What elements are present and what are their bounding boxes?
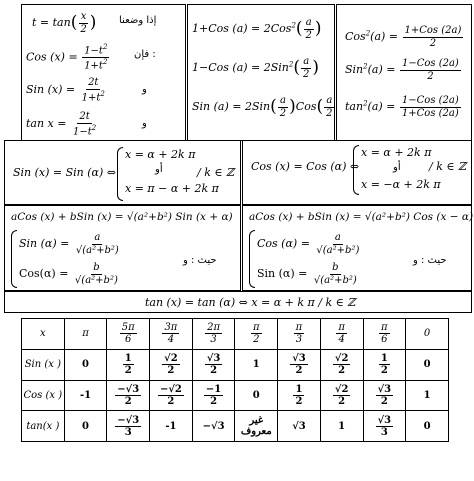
panel-a-cos-b-sin-2 [242, 205, 472, 291]
row-label [22, 349, 65, 380]
sin-t-label: Sin (x) = [26, 83, 76, 97]
arabic-if-we-set: إذا وضعنا [119, 15, 157, 26]
fraction [379, 322, 390, 345]
tan-label: tan [345, 100, 364, 113]
row-label [22, 380, 65, 411]
denominator: 3 [380, 426, 388, 438]
cos-t-label: Cos (x) = [26, 50, 78, 64]
denominator: 2 [167, 395, 175, 407]
brace [11, 230, 17, 288]
numerator: √2 [334, 383, 349, 395]
fraction [204, 384, 223, 407]
denominator: 2 [380, 365, 388, 377]
arabic-or: أو [393, 162, 401, 173]
cell-text: -1 [79, 389, 92, 401]
arabic-or: أو [155, 164, 163, 175]
sin-eq-left: Sin (x) = Sin (α) ⇔ [13, 166, 116, 179]
table-body [22, 319, 449, 442]
table-cell [278, 319, 321, 350]
tan-t-formula [26, 111, 99, 137]
sin-alpha-label: Sin (α) = [19, 237, 70, 250]
table-cell [192, 411, 235, 442]
two-den: 2 [303, 68, 310, 80]
numerator: −√3 [117, 383, 140, 395]
denominator: 2 [338, 395, 346, 407]
numerator: 1 [295, 383, 303, 395]
table-cell [22, 319, 65, 350]
fraction [376, 384, 394, 407]
sin-t-den: 1+t [81, 91, 101, 103]
table-cell [150, 411, 193, 442]
arabic-and-1: و [142, 84, 147, 95]
cos-alpha-def [257, 232, 362, 256]
cell-text: 0 [423, 420, 431, 432]
sin-squared [345, 58, 462, 82]
sin-squared-den: 2 [427, 70, 434, 82]
table-cell [406, 349, 449, 380]
numerator: √3 [377, 414, 392, 426]
denominator: 2 [338, 365, 346, 377]
table-cell [192, 349, 235, 380]
table-cell [192, 380, 235, 411]
fraction [115, 384, 141, 407]
table-cell [64, 319, 107, 350]
denominator: 2 [295, 395, 303, 407]
table-cell [235, 319, 278, 350]
table-cell [363, 319, 406, 350]
tan-t-den: 1−t [72, 125, 92, 137]
numerator: √2 [164, 353, 178, 365]
two-den: 2 [326, 107, 333, 119]
table-cell [278, 349, 321, 380]
cos-t-den: 1+t [84, 60, 103, 72]
denominator: 3 [124, 426, 132, 438]
tan-t-num: 2t [79, 111, 90, 122]
fraction [123, 353, 134, 376]
sq-exp: 2 [363, 62, 368, 71]
cos-alpha-label: Cos(α) = [19, 267, 69, 280]
cos-alpha-label: Cos (α) = [257, 237, 310, 250]
numerator: −√2 [159, 383, 182, 395]
t-definition: t = tan( $\frac{x}{2}$ ) [32, 11, 97, 35]
tan-squared-num: 1−Cos (2a) [401, 95, 459, 106]
numerator: π [295, 322, 303, 334]
sq-exp: 2 [91, 123, 97, 132]
sq-exp: 2 [291, 21, 296, 30]
table-cell [64, 349, 107, 380]
one-minus-cos: 1−Cos (a) = 2Sin$^2$( $\frac{a}{2}$ ) [192, 56, 320, 80]
fraction [333, 384, 351, 407]
sq-exp: 2 [102, 57, 108, 66]
sin-squared-num: 1−Cos (2a) [401, 58, 459, 69]
table-cell [107, 349, 150, 380]
numerator: −1 [205, 383, 222, 395]
a-num: a [326, 95, 333, 106]
a-num: a [305, 17, 312, 28]
panel-tan-equation [4, 291, 472, 313]
cos-squared-den: 2 [429, 37, 437, 49]
brace [353, 145, 359, 195]
fraction [333, 353, 351, 376]
cos-eq-k: / k ∈ ℤ [429, 160, 467, 173]
cell-text: tan(x ) [26, 420, 60, 432]
table-cell [320, 411, 363, 442]
a-eq: (a) = [370, 30, 399, 43]
cell-text: 0 [82, 420, 90, 432]
numerator: 1 [124, 353, 132, 365]
sq-exp: 2 [100, 89, 105, 98]
cos-eq-solution-2: x = −α + 2k π [361, 178, 441, 191]
cos-eq-left: Cos (x) = Cos (α) ⇔ [251, 160, 360, 173]
sq-exp: 2 [102, 43, 108, 51]
denominator: 3 [210, 334, 217, 346]
sin-double-label: Sin (a) = 2Sin [192, 100, 271, 113]
brace [117, 147, 123, 201]
fraction [205, 353, 223, 376]
t-den: 2 [80, 23, 87, 35]
sin-double: Sin (a) = 2Sin( $\frac{a}{2}$ )Cos( $\frac{a}{2}$ [192, 95, 333, 119]
one-plus-cos-label: 1+Cos (a) = 2Cos [192, 22, 292, 35]
table-cell [235, 411, 278, 442]
fraction [290, 353, 308, 376]
panel-power-reduction [336, 4, 472, 141]
table-cell [363, 349, 406, 380]
denominator: 3 [295, 334, 303, 346]
sin-eq-k: / k ∈ ℤ [197, 166, 235, 179]
table-cell [150, 349, 193, 380]
denominator: 2 [124, 365, 132, 377]
arabic-and-2: و [142, 118, 147, 129]
denominator: 2 [124, 395, 132, 407]
cos-t-formula [26, 43, 110, 72]
table-cell [64, 380, 107, 411]
cell-text: −√3 [202, 420, 225, 432]
tan-squared-den: 1+Cos (2a) [401, 107, 459, 119]
sq-exp: 2 [288, 60, 294, 69]
table-cell [320, 380, 363, 411]
denominator: 2 [295, 365, 303, 377]
numerator: π [252, 322, 260, 334]
fraction [162, 322, 179, 345]
table-cell [64, 411, 107, 442]
denominator: 6 [381, 334, 388, 346]
table-cell [278, 380, 321, 411]
denominator: 4 [338, 334, 345, 346]
fraction [162, 353, 180, 376]
arabic-then: فإن : [134, 49, 156, 60]
denominator: 2 [380, 395, 388, 407]
numerator: √3 [292, 353, 306, 365]
table-row [22, 349, 449, 380]
sin-alpha-def [19, 232, 122, 256]
fraction [293, 384, 304, 407]
table-cell [235, 349, 278, 380]
numerator: 1 [380, 353, 388, 365]
tan-t-label: tan x = [26, 117, 67, 131]
two-den: 2 [279, 107, 287, 119]
panel-cos-equation [242, 140, 472, 205]
cos-alpha-def [19, 262, 121, 286]
table-cell [406, 319, 449, 350]
table-row [22, 411, 449, 442]
cos-label: Cos [295, 100, 317, 113]
fraction [115, 415, 141, 438]
cos-alpha-num: a [334, 232, 341, 243]
one-plus-cos: 1+Cos (a) = 2Cos$^2$( $\frac{a}{2}$ ) [192, 17, 322, 41]
sin-alpha-den: √(a²+b²) [75, 244, 119, 256]
trig-values-table [21, 318, 449, 442]
cell-text: غير معروف [240, 415, 272, 438]
fraction [294, 322, 305, 345]
cell-text: 1 [338, 420, 346, 432]
one-minus-cos-label: 1−Cos (a) = 2Sin [192, 61, 289, 74]
table-cell [406, 380, 449, 411]
numerator: π [338, 322, 345, 334]
numerator: 2π [207, 322, 221, 334]
fraction [376, 415, 394, 438]
cell-text: π [82, 328, 89, 340]
fraction [251, 322, 262, 345]
cell-text: 0 [423, 359, 431, 371]
t-eq-label: t = tan [32, 16, 71, 29]
cell-text: -1 [165, 420, 177, 432]
cos-alpha-den: √(a²+b²) [316, 244, 360, 256]
a-num: a [303, 56, 310, 67]
cos-squared [345, 25, 464, 49]
table-cell [363, 380, 406, 411]
sq-exp: 2 [365, 29, 371, 38]
t-num: x [80, 11, 87, 22]
sin-alpha-num: b [332, 262, 339, 273]
arabic-where-and: حيث : و [413, 255, 447, 266]
fraction [379, 353, 390, 376]
denominator: 2 [210, 395, 218, 407]
sin-t-formula [26, 77, 108, 103]
table-cell [235, 380, 278, 411]
table-cell [192, 319, 235, 350]
table-cell [278, 411, 321, 442]
denominator: 2 [167, 365, 175, 377]
tan-squared [345, 95, 462, 119]
cell-text: 0 [423, 328, 431, 340]
table-cell [150, 319, 193, 350]
cell-text: 0 [252, 389, 260, 401]
row-label [22, 411, 65, 442]
table-cell [320, 319, 363, 350]
numerator: 3π [164, 322, 178, 334]
cell-text: 1 [252, 359, 260, 371]
sin-label: Sin [345, 63, 364, 76]
cos-label: Cos [345, 30, 366, 43]
cell-text: Sin (x ) [24, 359, 61, 371]
table-cell [107, 380, 150, 411]
denominator: 4 [167, 334, 175, 346]
cell-text: √3 [292, 420, 306, 432]
brace [249, 230, 255, 288]
sin-eq-solution-1: x = α + 2k π [125, 148, 196, 161]
numerator: √3 [206, 353, 221, 365]
cell-text: x [40, 328, 46, 340]
panel-t-substitution [21, 4, 186, 141]
sq-exp: 2 [363, 99, 368, 108]
table-header-row [22, 319, 449, 350]
denominator: 2 [210, 365, 218, 377]
cell-text: 1 [423, 389, 431, 401]
fraction [205, 322, 222, 345]
table-cell [406, 411, 449, 442]
numerator: 5π [121, 322, 135, 334]
acos-bsin-cos-form: aCos (x) + bSin (x) = √(a²+b²) Cos (x − α) [249, 211, 474, 223]
tan-eq: tan (x) = tan (α) ⇔ x = α + k π / k ∈ ℤ [145, 296, 356, 309]
panel-sin-equation [4, 140, 241, 205]
a-num: a [279, 95, 286, 106]
two-den: 2 [305, 29, 312, 41]
table-cell [107, 411, 150, 442]
cell-text: 0 [82, 359, 90, 371]
table-cell [150, 380, 193, 411]
a-eq: (a) = [367, 63, 396, 76]
table-row [22, 380, 449, 411]
a-eq: (a) = [367, 100, 396, 113]
cos-squared-num: 1+Cos (2a) [404, 25, 462, 36]
numerator: √3 [377, 383, 392, 395]
denominator: 6 [125, 334, 132, 346]
numerator: √2 [334, 353, 349, 365]
sin-alpha-label: Sin (α) = [257, 267, 308, 280]
sin-t-num: 2t [88, 77, 99, 88]
cos-alpha-num: b [93, 262, 100, 273]
panel-half-angle [187, 4, 335, 141]
fraction [120, 322, 137, 345]
table-cell [363, 411, 406, 442]
table-cell [107, 319, 150, 350]
cos-t-num: 1−t [84, 45, 103, 57]
denominator: 2 [253, 334, 260, 346]
sin-eq-solution-2: x = π − α + 2k π [125, 182, 219, 195]
fraction [158, 384, 184, 407]
panel-a-cos-b-sin-1 [4, 205, 241, 291]
arabic-where-and: حيث : و [183, 255, 217, 266]
cos-alpha-den: √(a²+b²) [74, 274, 118, 286]
acos-bsin-sin-form: aCos (x) + bSin (x) = √(a²+b²) Sin (x + α) [11, 211, 233, 223]
table-cell [320, 349, 363, 380]
cell-text: Cos (x ) [23, 389, 63, 401]
fraction [336, 322, 347, 345]
sin-alpha-den: √(a²+b²) [313, 274, 357, 286]
sin-alpha-def [257, 262, 360, 286]
numerator: π [381, 322, 388, 334]
numerator: −√3 [117, 414, 140, 426]
sin-alpha-num: a [94, 232, 101, 243]
cos-eq-solution-1: x = α + 2k π [361, 146, 432, 159]
